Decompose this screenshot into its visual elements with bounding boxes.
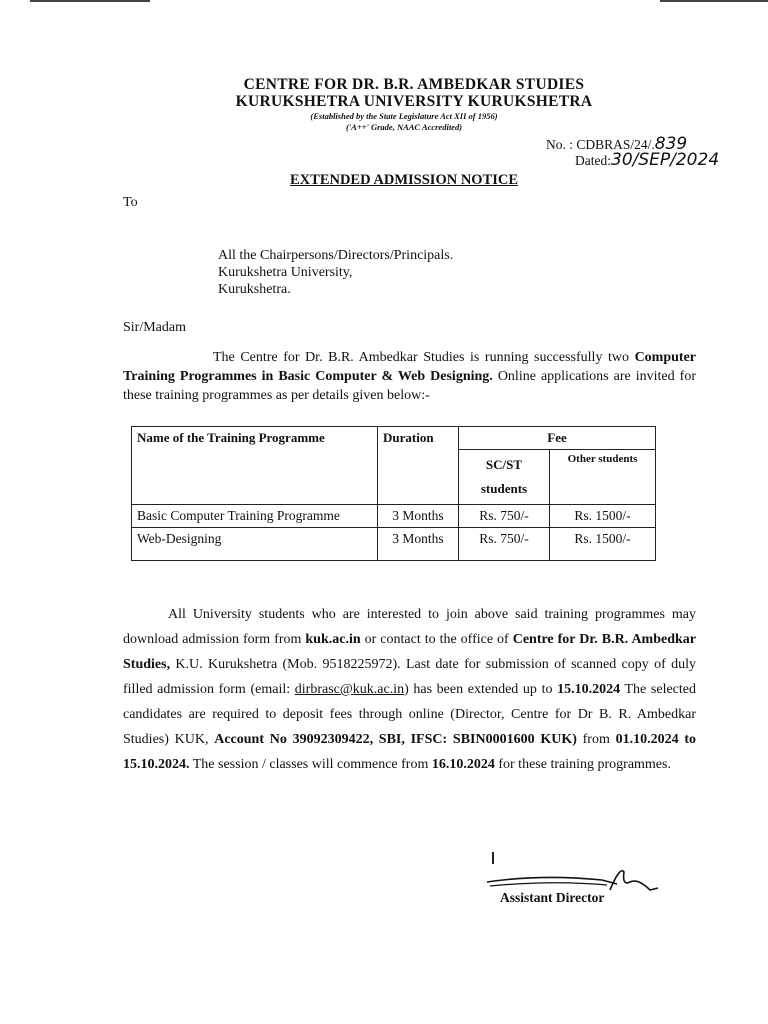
reference-number-label: No. : CDBRAS/24/. xyxy=(546,137,655,152)
col-header-duration: Duration xyxy=(378,427,459,505)
header-institution: CENTRE FOR DR. B.R. AMBEDKAR STUDIES xyxy=(243,76,585,93)
row-duration: 3 Months xyxy=(378,528,459,561)
scan-edge-line-left xyxy=(30,0,150,2)
intro-text-2: Online applications are invited for these training programmes as per details given below:- xyxy=(123,369,696,403)
details-bold-last-date: 15.10.2024 xyxy=(557,682,621,697)
header-university: KURUKSHETRA UNIVERSITY KURUKSHETRA xyxy=(235,93,593,110)
header-accreditation: ('A++' Grade, NAAC Accredited) xyxy=(345,122,463,132)
details-text-8: for these training programmes. xyxy=(494,757,671,772)
intro-paragraph xyxy=(123,348,696,405)
details-paragraph xyxy=(123,602,696,777)
details-text-3: K.U. Kurukshetra (Mob. 9518225972). Last date for submission of scanned copy of duly filled admission form (email: xyxy=(123,657,696,697)
col-header-scst: SC/ST students xyxy=(459,450,550,505)
details-text-7: The session / classes will commence from xyxy=(189,757,432,772)
row-programme-name: Web-Designing xyxy=(132,528,378,561)
intro-bold-programmes: Computer Training Programmes in Basic Computer & Web Designing. xyxy=(123,350,696,384)
address-line-3: Kurukshetra. xyxy=(218,282,291,297)
details-text-1: All University students who are interested to join above said training programmes may download admission form from xyxy=(123,607,696,647)
address-line-1: All the Chairpersons/Directors/Principals. xyxy=(218,248,454,263)
col-header-name: Name of the Training Programme xyxy=(132,427,378,505)
col-header-other: Other students xyxy=(550,450,656,505)
details-text-2: or contact to the office of xyxy=(360,632,513,647)
row-fee-scst: Rs. 750/- xyxy=(459,505,550,528)
to-label: To xyxy=(123,195,138,210)
programme-table xyxy=(131,426,656,561)
details-bold-commence-date: 16.10.2024 xyxy=(431,757,495,772)
reference-date-label: Dated: xyxy=(575,153,611,168)
table-row xyxy=(132,505,656,528)
details-bold-fee-dates: 01.10.2024 to 15.10.2024. xyxy=(123,732,696,772)
reference-number-handwritten: 839 xyxy=(654,134,688,154)
col-header-fee: Fee xyxy=(459,427,656,450)
intro-text-1: The Centre for Dr. B.R. Ambedkar Studies is running successfully two xyxy=(213,350,635,365)
website-link[interactable]: kuk.ac.in xyxy=(305,632,361,647)
scan-edge-line-right xyxy=(660,0,768,2)
details-text-6: from xyxy=(576,732,616,747)
details-bold-account: Account No 39092309422, SBI, IFSC: SBIN0001600 KUK) xyxy=(214,732,577,747)
details-bold-centre: Centre for Dr. B.R. Ambedkar Studies, xyxy=(123,632,697,672)
row-fee-other: Rs. 1500/- xyxy=(550,505,656,528)
address-line-2: Kurukshetra University, xyxy=(218,265,353,280)
salutation: Sir/Madam xyxy=(123,320,186,335)
row-programme-name: Basic Computer Training Programme xyxy=(132,505,378,528)
details-text-4: ) has been extended up to xyxy=(404,682,558,697)
header-established: (Established by the State Legislature Act XII of 1956) xyxy=(310,111,498,121)
email-link[interactable]: dirbrasc@kuk.ac.in xyxy=(294,682,405,697)
row-fee-scst: Rs. 750/- xyxy=(459,528,550,561)
table-row xyxy=(132,528,656,561)
signatory-designation: Assistant Director xyxy=(500,890,605,905)
reference-date-handwritten: 30/SEP/2024 xyxy=(611,150,720,170)
reference-date xyxy=(575,150,719,170)
row-duration: 3 Months xyxy=(378,505,459,528)
row-fee-other: Rs. 1500/- xyxy=(550,528,656,561)
details-text-5: The selected candidates are required to deposit fees through online (Director, Centre for Dr B. R. Ambedkar Studies) KUK, xyxy=(123,682,696,747)
notice-title: EXTENDED ADMISSION NOTICE xyxy=(290,172,519,188)
